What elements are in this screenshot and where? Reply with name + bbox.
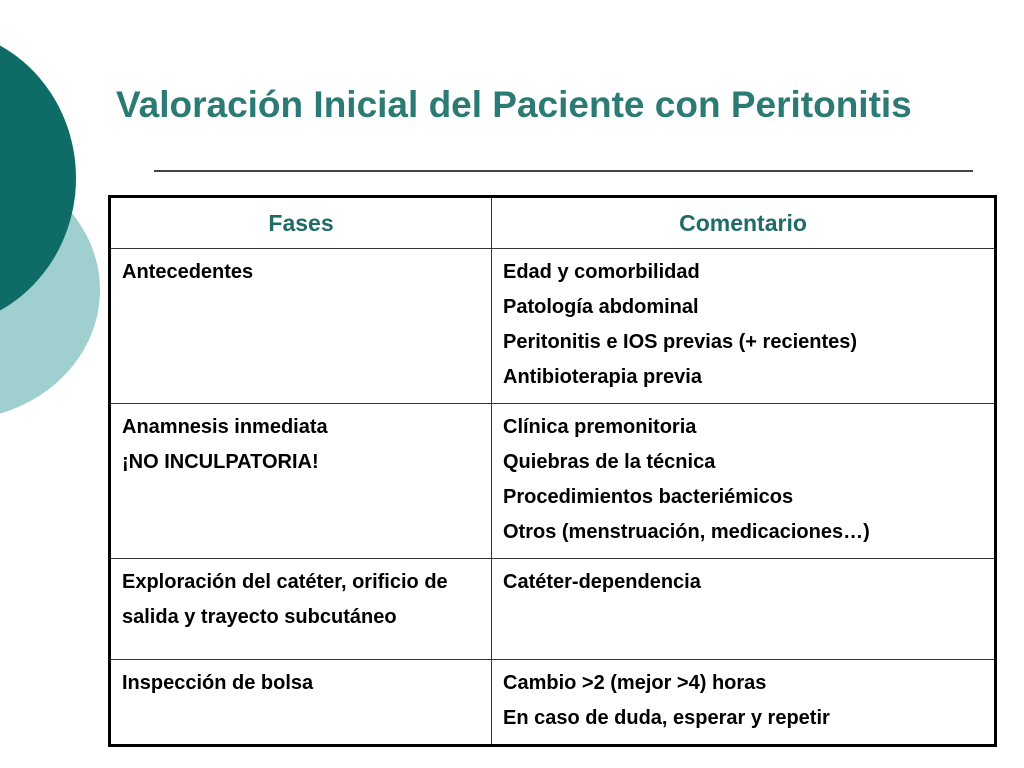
- table-row: [110, 404, 996, 559]
- comentario-cell: [492, 660, 996, 746]
- comentario-text: Procedimientos bacteriémicos: [503, 486, 794, 508]
- comentario-cell: [492, 404, 996, 559]
- comentario-text: Peritonitis e IOS previas (+ recientes): [503, 331, 858, 353]
- title-underline: [154, 170, 973, 172]
- header-comentario: Comentario: [492, 197, 996, 249]
- comentario-text: Quiebras de la técnica: [503, 451, 716, 473]
- comentario-text: Catéter-dependencia: [503, 571, 701, 593]
- phases-table: [108, 195, 997, 747]
- comentario-text: Clínica premonitoria: [503, 416, 697, 438]
- comentario-text: Antibioterapia previa: [503, 366, 702, 388]
- table-row: [110, 249, 996, 404]
- fase-text: ¡NO INCULPATORIA!: [122, 451, 319, 473]
- comentario-text: Cambio >2 (mejor >4) horas: [503, 672, 767, 694]
- fase-cell: [110, 404, 492, 559]
- fase-text: Anamnesis inmediata: [122, 416, 328, 438]
- comentario-text: Otros (menstruación, medicaciones…): [503, 521, 870, 543]
- comentario-cell: [492, 249, 996, 404]
- fase-cell: [110, 559, 492, 660]
- comentario-text: En caso de duda, esperar y repetir: [503, 707, 830, 729]
- fase-text: Exploración del catéter, orificio de salida y trayecto subcutáneo: [122, 571, 448, 628]
- table-row: [110, 660, 996, 746]
- fase-text: Inspección de bolsa: [122, 672, 314, 694]
- comentario-text: Patología abdominal: [503, 296, 699, 318]
- comentario-cell: [492, 559, 996, 660]
- table-row: [110, 559, 996, 660]
- fase-cell: [110, 660, 492, 746]
- table-header-row: [110, 197, 996, 249]
- header-fases: Fases: [110, 197, 492, 249]
- slide-title: Valoración Inicial del Paciente con Peritonitis: [116, 84, 912, 125]
- fase-text: Antecedentes: [122, 261, 254, 283]
- fase-cell: [110, 249, 492, 404]
- comentario-text: Edad y comorbilidad: [503, 261, 700, 283]
